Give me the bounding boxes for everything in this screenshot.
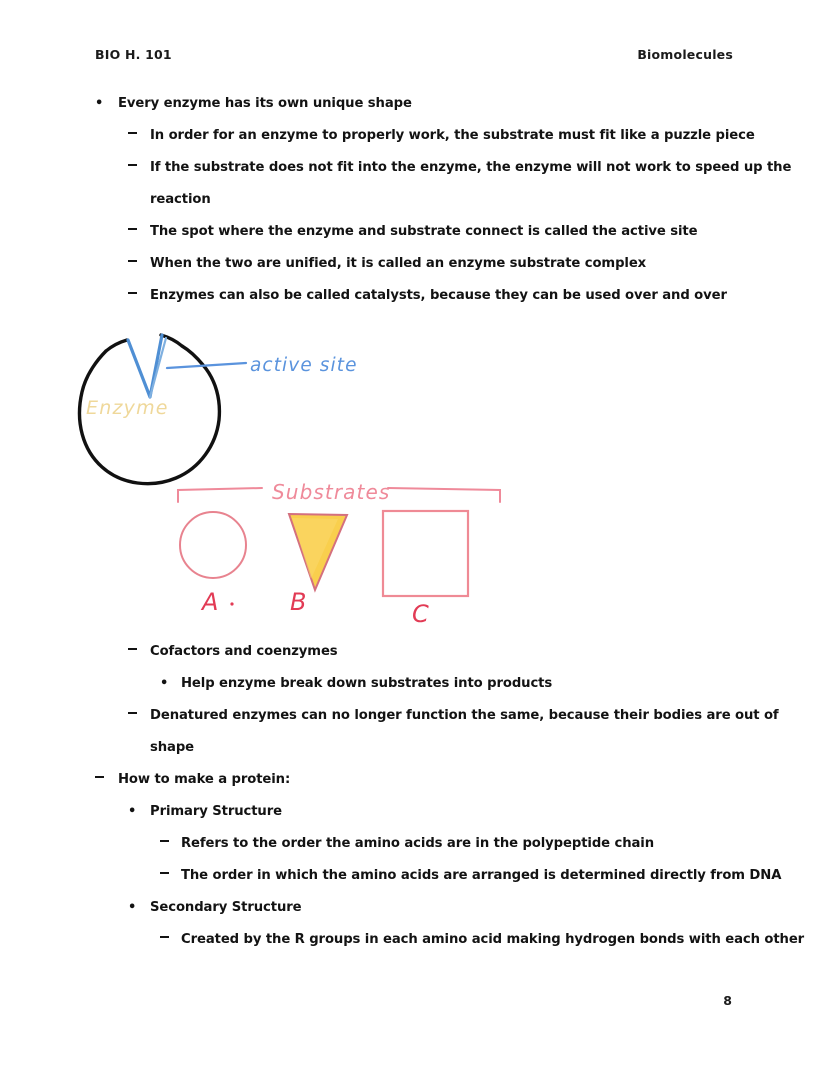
active-site-notch: [128, 335, 162, 397]
list-item-text: Every enzyme has its own unique shape: [118, 96, 412, 111]
list-item: [0, 668, 828, 700]
list-item: [0, 248, 828, 280]
list-item-text: How to make a protein:: [118, 772, 291, 787]
bullet-icon: •: [128, 804, 137, 819]
list-item-text: Refers to the order the amino acids are in the polypeptide chain: [181, 836, 655, 851]
emphasis-text: substrate: [482, 128, 554, 143]
emphasis-text: enzyme substrate complex: [448, 256, 647, 271]
list-item-continuation: [0, 184, 828, 216]
substrate-shape-a: [180, 512, 246, 578]
list-item-continuation: [0, 732, 828, 764]
active-site-label: active site: [250, 355, 358, 376]
notes-body: [0, 88, 828, 312]
list-item-text: Primary Structure: [150, 804, 282, 819]
list-item: [0, 796, 828, 828]
list-item: [0, 120, 828, 152]
header-course-code: BIO H. 101: [95, 47, 172, 62]
bullet-icon: •: [128, 900, 137, 915]
list-item-text: If the substrate does not fit into the enzyme, the enzyme will not work to speed up the: [150, 160, 792, 175]
list-item-text: shape: [150, 740, 195, 755]
list-item-text-tail: must fit like a puzzle piece: [553, 128, 755, 143]
list-item: [0, 216, 828, 248]
bullet-icon: •: [160, 676, 169, 691]
enzyme-label: Enzyme: [86, 397, 169, 419]
substrates-bracket-left: [178, 488, 262, 502]
bullet-icon: •: [95, 96, 104, 111]
list-item: [0, 828, 828, 860]
list-item-text: Denatured enzymes can no longer function the same, because their bodies are out of: [150, 708, 779, 723]
list-item: [0, 764, 828, 796]
substrate-shape-c: [383, 511, 468, 596]
list-item: [0, 924, 828, 956]
list-item-text: Enzymes can also be called catalysts, because they can be used over and over: [150, 288, 727, 303]
list-item-text: Secondary Structure: [150, 900, 302, 915]
notes-body-lower: [0, 636, 828, 956]
substrates-group-label: Substrates: [272, 480, 391, 504]
list-item: [0, 860, 828, 892]
header-topic: Biomolecules: [637, 47, 733, 62]
list-item-text: Created by the R groups in each amino acid making hydrogen bonds with each other: [181, 932, 805, 947]
list-item-text: When the two are unified, it is called an: [150, 256, 449, 271]
substrate-label-a: A: [202, 588, 219, 616]
page-number: 8: [723, 993, 732, 1008]
list-item-text: Cofactors and coenzymes: [150, 644, 338, 659]
list-item: [0, 88, 828, 120]
substrate-label-b: B: [290, 588, 307, 616]
substrate-label-c: C: [412, 600, 429, 628]
list-item-text: The spot where the enzyme and substrate connect is called the: [150, 224, 622, 239]
emphasis-text: active site: [621, 224, 698, 239]
list-item-text: The order in which the amino acids are arranged is determined directly from DNA: [181, 868, 782, 883]
list-item-text: Help enzyme break down substrates into products: [181, 676, 553, 691]
list-item: [0, 700, 828, 732]
list-item: [0, 892, 828, 924]
list-item-text: reaction: [150, 192, 211, 207]
list-item: [0, 636, 828, 668]
list-item-text: In order for an enzyme to properly work, the: [150, 128, 483, 143]
enzyme-substrate-diagram: [0, 322, 828, 632]
list-item: [0, 152, 828, 184]
substrates-bracket-right: [388, 488, 500, 502]
list-item: [0, 280, 828, 312]
